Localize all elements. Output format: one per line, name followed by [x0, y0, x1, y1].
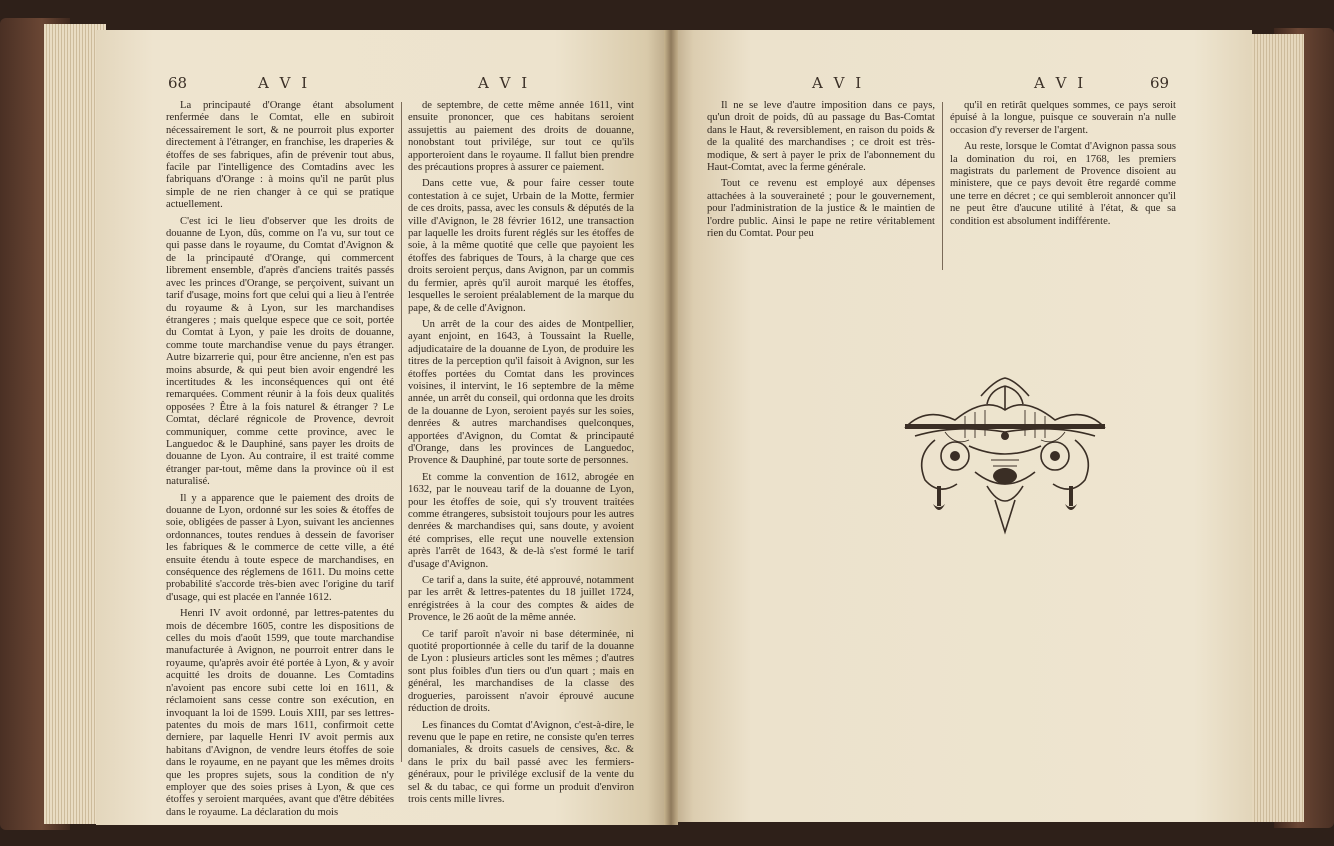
- paragraph: Il ne se leve d'autre imposition dans ce pays, qu'un droit de poids, dû au passage du Bas-Comtat dans le Haut, & reversiblement, en raison du poids & de la qualité des marchandises ; ce droit est très-modique, & sert à payer le prix de l'abonnement du Haut-Comtat, avec la ferme générale.: [707, 100, 935, 174]
- paragraph: Dans cette vue, & pour faire cesser toute contestation à ce sujet, Urbain de la Motte, fermier de ces droits, passa, avec les consuls & députés de la ville d'Avignon, le 28 février 1612, une transaction par laquelle les droits furent réglés sur les étoffes de soie, à la même quotité que celle que payoient les étoffes des fabriques de Tours, à la charge que ces droits seroient perçus, dans Avignon, par un commis du fermier, après qu'il auroit marqué les étoffes, lesquelles le seroient préalablement de la marque du pape, & de celle d'Avignon.: [408, 178, 634, 314]
- right-page-column-2: [950, 100, 1176, 290]
- left-running-head-2: A V I: [478, 74, 531, 92]
- paragraph: qu'il en retirât quelques sommes, ce pays seroit épuisé à la longue, puisque ce souverain n'a nulle occasion d'y reverser de l'argent.: [950, 100, 1176, 136]
- tailpiece-ornament: [895, 376, 1115, 536]
- paragraph: de septembre, de cette même année 1611, vint ensuite prononcer, que ces habitans seroient assujettis au paiement des droits de douanne, nonobstant tout privilége, sur tout ce qu'ils apporteroient dans le royaume. Il fallut bien prendre des précautions propres à assurer ce paiement.: [408, 100, 634, 174]
- paragraph: Tout ce revenu est employé aux dépenses attachées à la souveraineté ; pour le gouvernement, pour l'administration de la justice & le maintien de l'ordre public. Ainsi le pape ne retire véritablement rien du Comtat. Pour peu: [707, 178, 935, 240]
- paragraph: Ce tarif paroît n'avoir ni base déterminée, ni quotité proportionnée à celle du tarif de la douanne de Lyon : plusieurs articles sont les mêmes ; d'autres sont plus foibles d'un tiers ou d'un quart ; mais en général, les marchandises de la classe des drogueries, paroissent n'avoir éprouvé aucune réduction de droits.: [408, 628, 634, 715]
- paragraph: C'est ici le lieu d'observer que les droits de douanne de Lyon, dûs, comme on l'a vu, sur tout ce qui passe dans le royaume, du Comtat d'Avignon & de la principauté d'Orange, qui commercent librement ensemble, d'après d'anciens traités passés avec les princes d'Orange, se perçoivent, suivant un tarif d'usage, moins fort que celui qui a lieu à l'entrée du royaume & à Lyon, sur les marchandises étrangeres ; mais quelque espece que ce soit, portée du Comtat à Lyon, y paie les droits de douanne, comme toute marchandise venue du pays étranger. Autre bizarrerie qui, pour être ancienne, n'en est pas moins absurde, & qui peut bien avoir engendré les incertitudes & les inconséquences qui ont été remarquées. Comment réunir à la fois deux qualités opposées ? Être à la fois naturel & étranger ? Le Comtat, déclaré régnicole de Provence, devroit communiquer, comme cette province, avec le Languedoc & le Dauphiné, sans payer les droits de douanne de Lyon. Au contraire, il est traité comme étranger par-tout, même dans la province où il est naturalisé.: [166, 215, 394, 488]
- paragraph: Un arrêt de la cour des aides de Montpellier, ayant enjoint, en 1643, à Toussaint la Ruelle, adjudicataire de la douanne de Lyon, de produire les titres de la perception qu'il faisoit à Avignon, sur les étoffes portées du Comtat dans les provinces voisines, il intervint, le 16 septembre de la même année, un arrêt du conseil, qui ordonna que les droits de la douanne de Lyon, seroient payés sur les soies, denrées & autres marchandises quelconques, apportées d'Avignon, du Comtat & principauté d'Orange, dans les provinces de Languedoc, Provence & Dauphiné, par toute sorte de personnes.: [408, 318, 634, 467]
- paragraph: Au reste, lorsque le Comtat d'Avignon passa sous la domination du roi, en 1768, les premiers magistrats du parlement de Provence disoient au ministere, que ce pays devoit être regardé comme une terre en décret ; ce qui sembleroit annoncer qu'il ne peut être d'aucune utilité à l'état, & que sa condition est absolument indifférente.: [950, 141, 1176, 227]
- paragraph: La principauté d'Orange étant absolument renfermée dans le Comtat, elle en subiroit nécessairement le sort, & ne pourroit plus exporter directement à l'étranger, en franchise, les draperies & étoffes de ses fabriques, afin de prévenir tout abus, facile par l'intelligence des Comtadins avec les fabriquans d'Orange : à moins qu'il ne parût plus simple de ne rien changer à ce qui se pratique actuellement.: [166, 100, 394, 211]
- right-page-number: 69: [1150, 74, 1170, 92]
- left-page-number: 68: [168, 74, 188, 92]
- paragraph: Et comme la convention de 1612, abrogée en 1632, par le nouveau tarif de la douanne de Lyon, pour les étoffes de soie, qui s'y trouvent traitées comme étrangeres, subsistoit toujours pour les autres denrées & marchandises qui, sans doute, y avoient été comprises, elle reçut une nouvelle extension après l'arrêt de 1643, & de-là s'est formé le tarif d'usage d'Avignon.: [408, 471, 634, 570]
- paragraph: Il y a apparence que le paiement des droits de douanne de Lyon, ordonné sur les soies & étoffes de soie, obligées de passer à Lyon, suivant les anciennes ordonnances, toutes rendues à dessein de favoriser les fabriques & le commerce de cette ville, a été ensuite étendu à toute espece de marchandises, en conséquence des réglemens de 1611. Du moins cette probabilité s'accorde très-bien avec l'origine du tarif d'usage, qui est placée en l'année 1612.: [166, 492, 394, 603]
- right-running-head-1: A V I: [812, 74, 865, 92]
- paragraph: Les finances du Comtat d'Avignon, c'est-à-dire, le revenu que le pape en retire, ne consiste qu'en terres domaniales, & droits casuels de censives, &c. & dans le prix du bail passé avec les fermiers-généraux, pour le privilége exclusif de la vente du sel & du tabac, ce qui forme un produit d'environ trois cents mille livres.: [408, 719, 634, 805]
- book-gutter: [664, 30, 678, 825]
- left-running-head-1: A V I: [258, 74, 311, 92]
- paragraph: Henri IV avoit ordonné, par lettres-patentes du mois de décembre 1605, contre les dispositions de celles du mois d'août 1599, que toute marchandise manufacturée à Avignon, ne pourroit entrer dans le royaume, qu'après avoir été portée à Lyon, & y avoir acquitté les droits de douanne. Les Comtadins n'avoient pas encore subi cette loi en 1611, & réclamoient sans cesse contre son exécution, en invoquant la loi de 1599. Louis XIII, par ses lettres-patentes du mois de mars 1611, confirmoit cette derniere, par laquelle Henri IV avoit permis aux habitans d'Avignon, de vendre leurs étoffes de soie dans le royaume, en ne payant que les mêmes droits que les propres sujets, sous la condition de n'y employer que des soies prises à Lyon, & que ces étoffes y seroient marquées, avant que d'être débitées dans le royaume. La déclaration du mois: [166, 608, 394, 818]
- paragraph: Ce tarif a, dans la suite, été approuvé, notamment par les arrêt & lettres-patentes du 18 juillet 1724, enrégistrées à la cour des comptes & aides de Provence, le 26 août de la même année.: [408, 575, 634, 624]
- left-page-column-1: [166, 100, 394, 820]
- right-running-head-2: A V I: [1034, 74, 1087, 92]
- right-page-column-1: [707, 100, 935, 290]
- left-page-column-2: [408, 100, 634, 820]
- column-rule-left: [401, 102, 402, 762]
- column-rule-right: [942, 102, 943, 270]
